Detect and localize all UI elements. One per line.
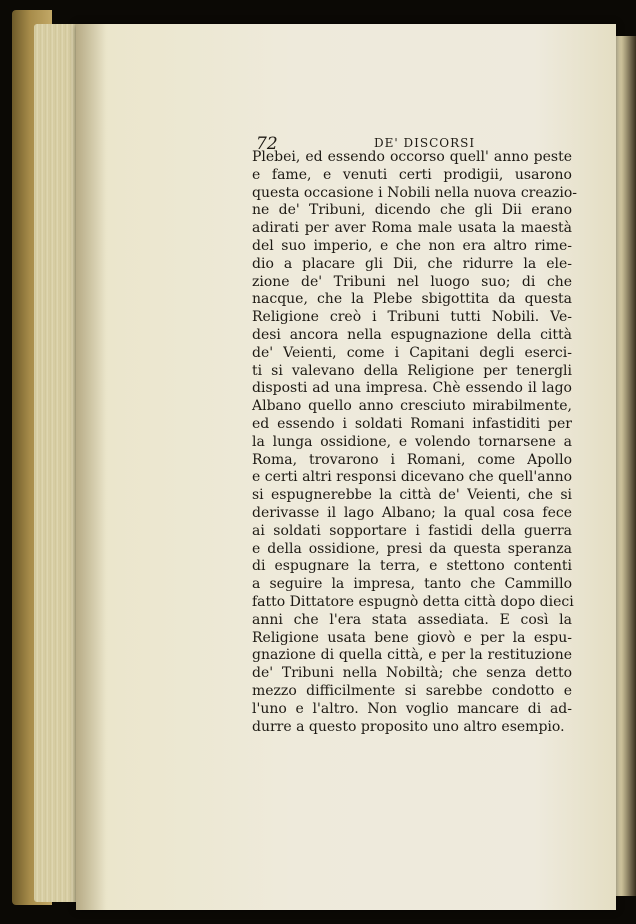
text-line: di espugnare la terra, e stettono contenti	[252, 558, 572, 575]
page-number: 72	[256, 134, 278, 154]
text-line: gnazione di quella città, e per la restituzione	[252, 647, 572, 664]
text-line: anni che l'era stata assediata. E così la	[252, 611, 572, 628]
text-line: a seguire la impresa, tanto che Cammillo	[252, 576, 572, 593]
text-line: nacque, che la Plebe sbigottita da questa	[252, 291, 572, 308]
text-line: fatto Dittatore espugnò detta città dopo dieci	[252, 593, 574, 610]
text-line: desi ancora nella espugnazione della città	[252, 326, 572, 343]
text-line: adirati per aver Roma male usata la maestà	[252, 220, 572, 237]
text-line: dio a placare gli Dii, che ridurre la ele-	[252, 255, 572, 272]
text-line: Roma, trovarono i Romani, come Apollo	[252, 451, 572, 468]
text-line: Albano quello anno cresciuto mirabilmente,	[252, 398, 572, 415]
text-line: ed essendo i soldati Romani infastiditi per	[252, 415, 572, 432]
running-head: DE' DISCORSI	[374, 136, 476, 150]
text-line: Religione creò i Tribuni tutti Nobili. Ve-	[252, 309, 572, 326]
text-line: Plebei, ed essendo occorso quell' anno peste	[252, 149, 572, 165]
text-line: e certi altri responsi dicevano che quell'anno	[252, 469, 573, 486]
text-line: ai soldati sopportare i fastidi della guerra	[252, 522, 572, 539]
text-line: e della ossidione, presi da questa speranza	[252, 540, 572, 557]
text-line: la lunga ossidione, e volendo tornarsene a	[252, 433, 572, 450]
text-line: derivasse il lago Albano; la qual cosa fece	[252, 504, 572, 521]
text-line: mezzo difficilmente si sarebbe condotto e	[252, 682, 572, 699]
text-line: ti si valevano della Religione per tenergli	[252, 362, 572, 379]
text-line: e fame, e venuti certi prodigii, usarono	[252, 166, 572, 183]
text-line: del suo imperio, e che non era altro rime-	[252, 237, 572, 254]
text-line: de' Veienti, come i Capitani degli eserci-	[252, 344, 572, 361]
text-line: ne de' Tribuni, dicendo che gli Dii erano	[252, 202, 572, 219]
text-line: si espugnerebbe la città de' Veienti, che si	[252, 487, 572, 504]
text-line: l'uno e l'altro. Non voglio mancare di ad-	[252, 700, 572, 717]
text-line: Religione usata bene giovò e per la espu-	[252, 629, 572, 646]
text-line: durre a questo proposito uno altro esempio.	[252, 718, 565, 735]
text-line: zione de' Tribuni nel luogo suo; di che	[252, 273, 572, 290]
text-line: questa occasione i Nobili nella nuova creazio-	[252, 184, 578, 201]
text-line: de' Tribuni nella Nobiltà; che senza detto	[252, 665, 572, 682]
text-line: disposti ad una impresa. Chè essendo il lago	[252, 380, 572, 397]
body-text	[252, 149, 578, 736]
